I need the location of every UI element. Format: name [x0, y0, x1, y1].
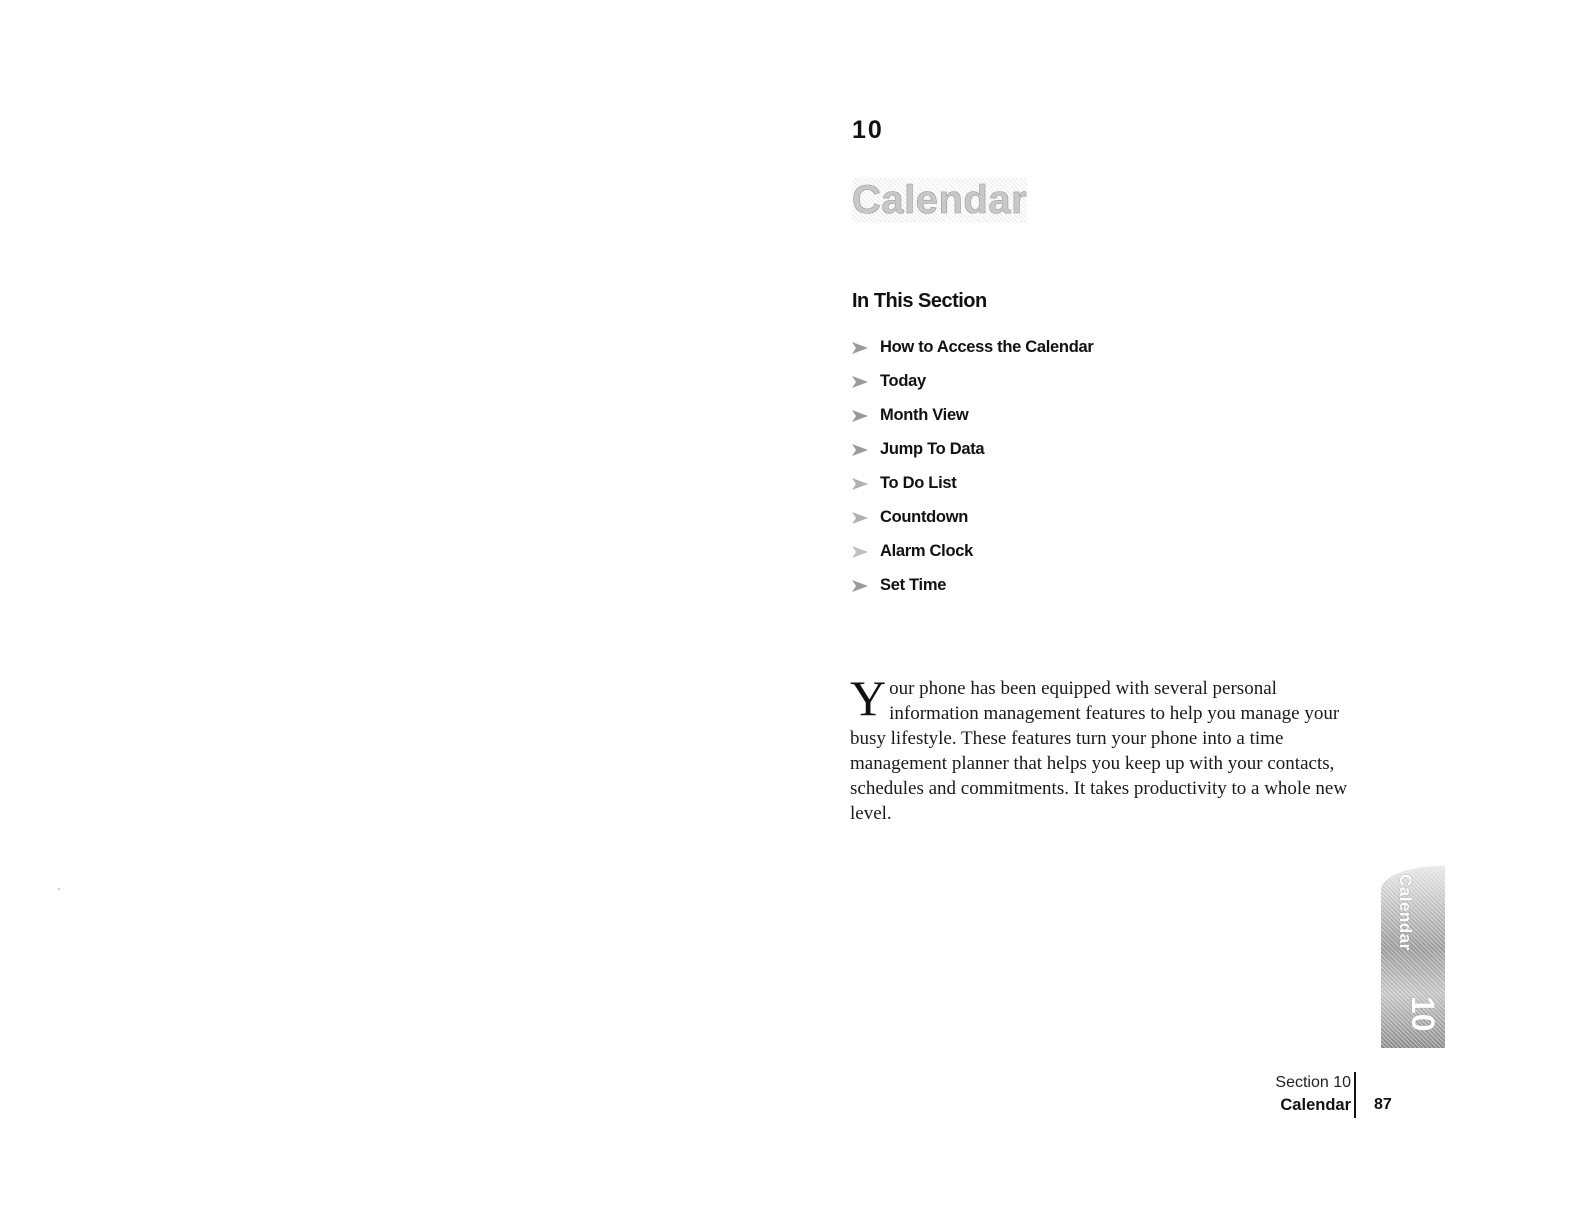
topic-item-alarm-clock: [852, 542, 1093, 576]
drop-cap: Y: [850, 670, 887, 726]
topic-label: Alarm Clock: [880, 542, 973, 560]
topic-label: Jump To Data: [880, 440, 985, 458]
topic-label: To Do List: [880, 474, 957, 492]
arrow-bullet-icon: [852, 440, 880, 456]
page-footer: [1200, 1072, 1351, 1116]
footer-section-label: Section 10: [1275, 1074, 1351, 1091]
arrow-bullet-icon: [852, 542, 880, 558]
topic-item-countdown: [852, 508, 1093, 542]
topic-label: How to Access the Calendar: [880, 338, 1094, 356]
topic-label: Set Time: [880, 576, 947, 594]
section-number: 10: [852, 116, 884, 144]
intro-text: our phone has been equipped with several personal information management features to help you manage your busy lifestyle. These features turn your phone into a time management planner that helps you keep up with your contacts, schedules and commitments. It takes productivity to a whole new level.: [850, 678, 1348, 824]
arrow-bullet-icon: [852, 406, 880, 422]
section-topic-list: [852, 338, 1093, 610]
arrow-bullet-icon: [852, 338, 880, 354]
topic-label: Today: [880, 372, 926, 390]
in-this-section-heading: In This Section: [852, 290, 987, 312]
arrow-bullet-icon: [852, 474, 880, 490]
footer-chapter-label: Calendar: [1280, 1096, 1351, 1114]
topic-item-month-view: [852, 406, 1093, 440]
footer-divider: [1354, 1072, 1356, 1118]
topic-item-to-do-list: [852, 474, 1093, 508]
section-title: Calendar: [852, 178, 1028, 222]
arrow-bullet-icon: [852, 508, 880, 524]
arrow-bullet-icon: [852, 372, 880, 388]
side-tab-number: 10: [1405, 996, 1441, 1032]
topic-item-access-calendar: [852, 338, 1093, 372]
side-tab-label: Calendar: [1396, 874, 1415, 951]
topic-item-today: [852, 372, 1093, 406]
topic-label: Month View: [880, 406, 969, 424]
chapter-side-tab: [1381, 866, 1445, 1048]
page-number: 87: [1374, 1096, 1392, 1113]
arrow-bullet-icon: [852, 576, 880, 592]
intro-paragraph: [850, 670, 1355, 826]
topic-label: Countdown: [880, 508, 969, 526]
page-speck: [58, 888, 60, 890]
topic-item-set-time: [852, 576, 1093, 610]
topic-item-jump-to-data: [852, 440, 1093, 474]
